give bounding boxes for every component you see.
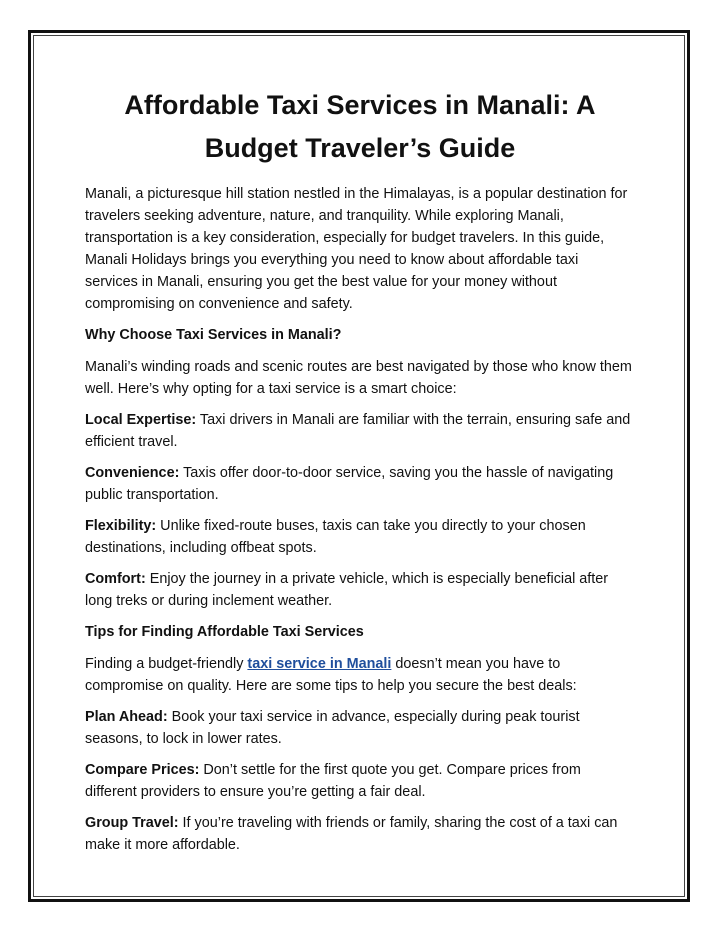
point-text: Don’t settle for the first quote you get. Compare prices from different providers to ensure you’re getting a fair deal. [85,762,581,800]
section-heading-why-choose: Why Choose Taxi Services in Manali? [85,327,342,343]
point-text: Enjoy the journey in a private vehicle, which is especially beneficial after long treks or during inclement weather. [85,571,609,609]
point-label: Local Expertise: [85,412,197,428]
point-text: Taxis offer door-to-door service, saving you the hassle of navigating public transportation. [85,465,614,503]
document-title: Affordable Taxi Services in Manali: A Budget Traveler’s Guide [124,90,596,163]
point-label: Comfort: [85,571,146,587]
point-label: Convenience: [85,465,180,481]
section-lead-tips [85,653,635,697]
intro-paragraph: Manali, a picturesque hill station nestled in the Himalayas, is a popular destination for travelers seeking adventure, nature, and tranquility. While exploring Manali, transportation is a key consideration, especially for budget travelers. In this guide, Manali Holidays brings you everything you need to know about affordable taxi services in Manali, ensuring you get the best value for your money without compromising on convenience and safety. [85,186,628,312]
point-label: Group Travel: [85,815,179,831]
document-body [85,84,635,865]
section-heading-tips: Tips for Finding Affordable Taxi Services [85,624,364,640]
point-label: Compare Prices: [85,762,200,778]
point-label: Plan Ahead: [85,709,168,725]
point-compare-prices [85,759,635,803]
point-flexibility [85,515,635,559]
taxi-service-link[interactable]: taxi service in Manali [247,656,392,672]
point-plan-ahead [85,706,635,750]
point-label: Flexibility: [85,518,157,534]
point-text: Book your taxi service in advance, especially during peak tourist seasons, to lock in lower rates. [85,709,580,747]
point-group-travel [85,812,635,856]
lead-text-after: doesn’t mean you have to compromise on quality. Here are some tips to help you secure the best deals: [85,656,577,694]
point-local-expertise [85,409,635,453]
lead-text-before: Finding a budget-friendly [85,656,248,672]
point-convenience [85,462,635,506]
section-lead-why-choose: Manali’s winding roads and scenic routes are best navigated by those who know them well. Here’s why opting for a taxi service is a smart choice: [85,359,632,397]
point-text: Unlike fixed-route buses, taxis can take you directly to your chosen destinations, including offbeat spots. [85,518,586,556]
point-text: If you’re traveling with friends or family, sharing the cost of a taxi can make it more affordable. [85,815,618,853]
point-comfort [85,568,635,612]
point-text: Taxi drivers in Manali are familiar with the terrain, ensuring safe and efficient travel. [85,412,631,450]
